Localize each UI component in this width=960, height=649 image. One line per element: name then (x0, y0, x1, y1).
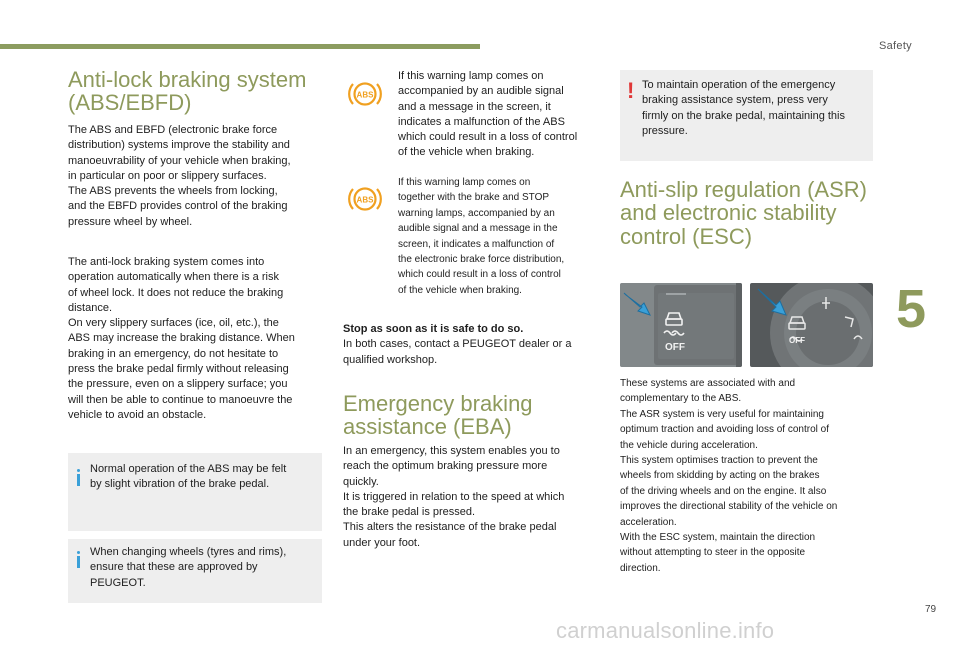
asr-title-line1: Anti-slip regulation (ASR) (620, 177, 867, 202)
text-line: braking assistance system, press very (642, 94, 828, 107)
text-line: of the vehicle when braking. (398, 284, 522, 296)
stop-bold-text: Stop as soon as it is safe to do so. (343, 323, 524, 335)
stop-instruction (343, 322, 605, 368)
warning-exclamation-icon: ! (627, 78, 635, 103)
text-line: improves the directional stability of the vehicle on (620, 501, 838, 513)
text-line: The ABS prevents the wheels from locking, (68, 185, 278, 198)
text-line: PEUGEOT. (90, 576, 146, 589)
text-line: firmly on the brake pedal, maintaining this (642, 109, 845, 122)
text-line: press the brake pedal firmly without releasing (68, 363, 289, 376)
text-line: screen, it indicates a malfunction of (398, 238, 555, 250)
warning-note-eba (620, 70, 873, 161)
text-line: will then be able to continue to manoeuvre the (68, 393, 293, 406)
text-line: braking in an emergency, do not hesitate to (68, 347, 279, 360)
text-line: The ASR system is very useful for maintaining (620, 408, 824, 420)
text-line: pressure. (642, 124, 688, 137)
abs-operation-paragraph (68, 255, 328, 423)
text-line: pressure wheel by wheel. (68, 215, 193, 228)
text-line: audible signal and a message in the (398, 223, 558, 235)
text-line: in particular on poor or slippery surfaces. (68, 169, 267, 182)
text-line: reach the optimum braking pressure more (343, 460, 548, 473)
abs-warning-lamp-icon (347, 78, 383, 115)
text-line: the brake pedal is pressed. (343, 506, 476, 519)
section-title: Safety (879, 40, 912, 52)
text-line: distribution) systems improve the stability and (68, 139, 290, 152)
abs-title-line1: Anti-lock braking system (68, 67, 307, 92)
text-line: under your foot. (343, 536, 421, 549)
off-label: OFF (789, 336, 805, 345)
text-line: of the driving wheels and on the engine. It also (620, 485, 827, 497)
abs-intro-paragraph (68, 123, 328, 230)
text-line: This alters the resistance of the brake pedal (343, 521, 557, 534)
info-icon (77, 469, 80, 486)
text-line: which could result in a loss of control (398, 131, 578, 144)
text-line: acceleration. (620, 516, 677, 528)
text-line: which could result in a loss of control (398, 269, 561, 281)
lamp-label: ABS (356, 195, 374, 205)
asr-title-line2: and electronic stability (620, 200, 837, 226)
text-line: by slight vibration of the brake pedal. (90, 478, 270, 491)
esc-rotary-control-photo (750, 283, 873, 367)
text-line: together with the brake and STOP (398, 192, 550, 204)
text-line: operation automatically when there is a risk (68, 271, 279, 284)
text-line: When changing wheels (tyres and rims), (90, 546, 287, 558)
eba-paragraph (343, 444, 605, 551)
watermark: carmanualsonline.info (556, 618, 775, 643)
text-line: In both cases, contact a PEUGEOT dealer or a (343, 338, 572, 351)
text-line: It is triggered in relation to the speed at which (343, 490, 565, 503)
ebfd-lamp-text (398, 175, 598, 298)
abs-lamp-text (398, 69, 598, 161)
text-line: Normal operation of the ABS may be felt (90, 463, 287, 475)
info-note-wheels (68, 539, 322, 603)
eba-title-line2: assistance (EBA) (343, 414, 512, 440)
text-line: and the EBFD provides control of the braking (68, 200, 288, 213)
text-line: warning lamps, accompanied by an (398, 207, 555, 219)
text-line: ABS may increase the braking distance. When (68, 332, 295, 345)
asr-title-line3: control (ESC) (620, 223, 753, 249)
text-line: of the vehicle when braking. (398, 146, 535, 159)
text-line: direction. (620, 562, 661, 574)
text-line: accompanied by an audible signal (398, 85, 564, 98)
text-line: of wheel lock. It does not reduce the braking (68, 286, 284, 299)
abs-title-line2: (ABS/EBFD) (68, 90, 192, 116)
text-line: If this warning lamp comes on (398, 70, 544, 82)
page-number: 79 (925, 604, 937, 615)
info-icon (77, 551, 80, 568)
esc-off-button-photo (620, 283, 742, 367)
text-line: If this warning lamp comes on (398, 177, 531, 188)
text-line: With the ESC system, maintain the direction (620, 532, 816, 544)
text-line: The anti-lock braking system comes into (68, 256, 265, 268)
text-line: the pressure, even on a slippery surface; you (68, 378, 288, 391)
text-line: manoeuvrability of your vehicle when braking, (68, 154, 291, 167)
text-line: In an emergency, this system enables you to (343, 445, 560, 457)
text-line: quickly. (343, 475, 379, 488)
text-line: the electronic brake force distribution, (398, 254, 565, 266)
chapter-number: 5 (896, 279, 927, 339)
asr-esc-title (620, 178, 867, 248)
text-line: On very slippery surfaces (ice, oil, etc.), the (68, 317, 279, 330)
text-line: wheels from skidding by acting on the brakes (620, 470, 820, 482)
text-line: This system optimises traction to prevent the (620, 455, 818, 467)
text-line: The ABS and EBFD (electronic brake force (68, 124, 278, 136)
text-line: and a message in the screen, it (398, 100, 551, 113)
text-line: optimum traction and avoiding loss of control of (620, 424, 829, 436)
asr-esc-paragraph (620, 376, 882, 576)
eba-title-line1: Emergency braking (343, 391, 533, 416)
text-line: ensure that these are approved by (90, 561, 258, 574)
text-line: the vehicle during acceleration. (620, 439, 758, 451)
header-rule (0, 44, 480, 49)
text-line: indicates a malfunction of the ABS (398, 115, 565, 128)
eba-title (343, 392, 533, 439)
off-label: OFF (665, 342, 685, 353)
text-line: distance. (68, 301, 113, 314)
abs-warning-lamp-icon (347, 183, 383, 220)
abs-title (68, 68, 306, 115)
text-line: qualified workshop. (343, 353, 438, 366)
text-line: These systems are associated with and (620, 378, 796, 389)
text-line: To maintain operation of the emergency (642, 79, 836, 91)
text-line: without attempting to steer in the opposite (620, 547, 806, 559)
info-note-vibration (68, 453, 322, 531)
text-line: vehicle to avoid an obstacle. (68, 408, 207, 421)
text-line: complementary to the ABS. (620, 393, 742, 405)
lamp-label: ABS (356, 90, 374, 100)
